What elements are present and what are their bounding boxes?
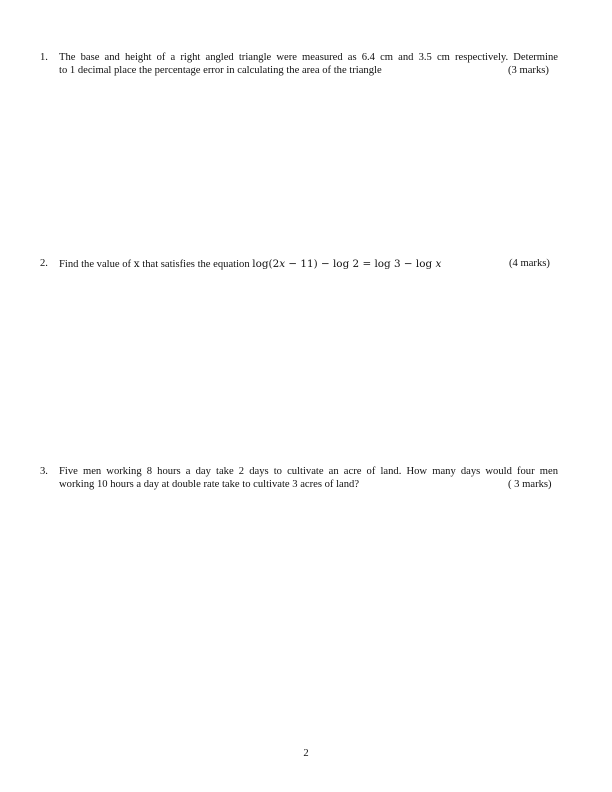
log-equation [252,258,441,270]
marks-label: ( 3 marks) [508,478,552,490]
equation-minus: − [400,258,416,270]
equation-log-func: log [415,258,436,270]
question-text-part: Find the value of [59,259,134,270]
equation-var-x: x [435,258,442,270]
question-number: 3. [40,466,48,477]
question-line [59,258,558,272]
equation-log-2: log 2 [332,258,360,270]
equation-arg-close: − 11) [285,258,318,270]
equation-equals: = [359,258,375,270]
variable-x: x [133,258,140,270]
question-number: 2. [40,258,48,269]
question-line: to 1 decimal place the percentage error in calculating the area of the triangle [59,64,382,76]
question-line: working 10 hours a day at double rate take to cultivate 3 acres of land? [59,478,360,490]
question-text-part: that satisfies the equation [139,259,253,270]
equation-log-func: log [252,258,269,270]
question-1 [40,52,558,77]
marks-label: (4 marks) [509,258,550,269]
question-line: Five men working 8 hours a day take 2 days to cultivate an acre of land. How many days would four men [59,466,558,477]
equation-log-3: log 3 [374,258,401,270]
marks-label: (3 marks) [508,64,549,76]
question-3 [40,466,558,491]
question-text [59,466,558,491]
question-number: 1. [40,52,48,63]
equation-minus: − [317,258,333,270]
page-number: 2 [303,748,309,759]
question-2 [40,258,558,272]
question-line: The base and height of a right angled triangle were measured as 6.4 cm and 3.5 cm respectively. Determine [59,52,558,63]
question-text [59,258,558,272]
question-text [59,52,558,77]
equation-var-x: x [279,258,286,270]
equation-arg-open: (2 [268,258,280,270]
